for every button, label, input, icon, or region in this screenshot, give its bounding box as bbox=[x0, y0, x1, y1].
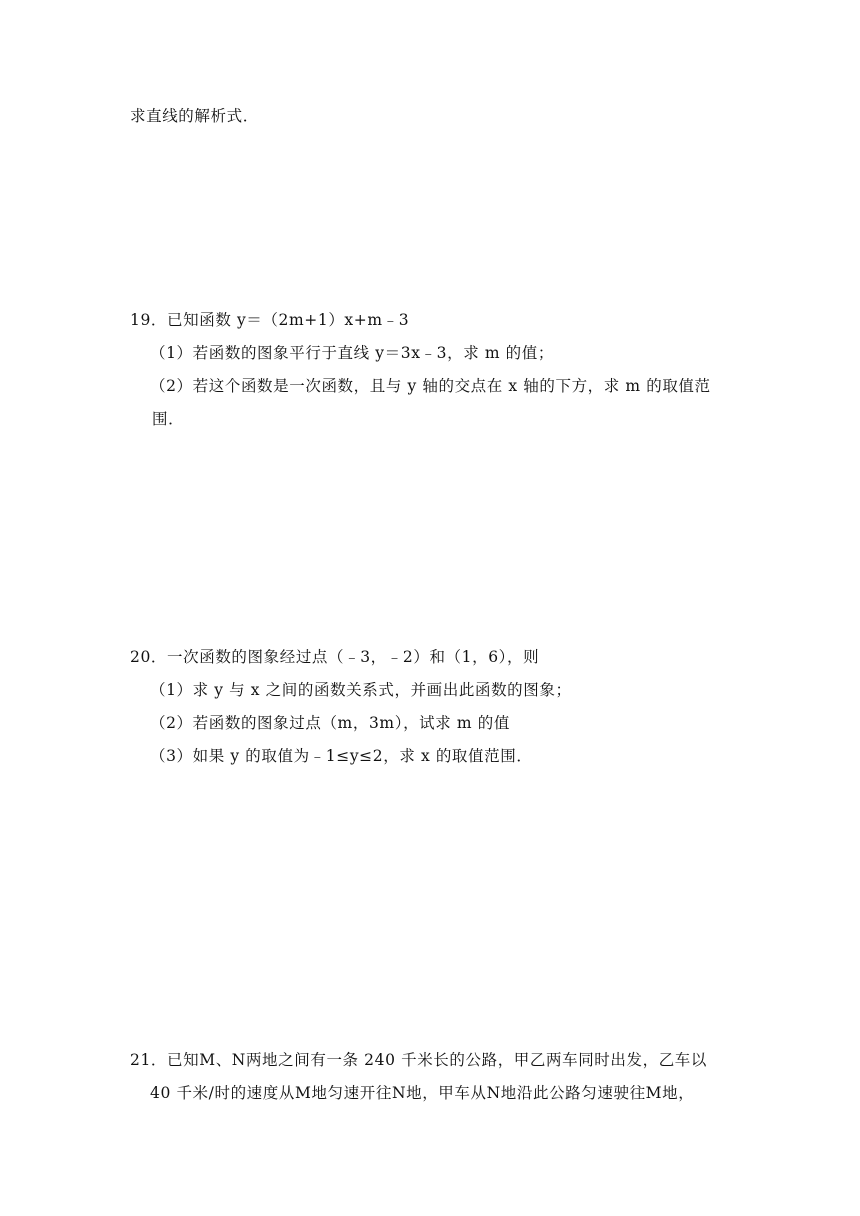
q19-part1: （1）若函数的图象平行于直线 y＝3x﹣3，求 m 的值； bbox=[150, 344, 554, 362]
q19-stem: 19．已知函数 y＝（2m+1）x+m﹣3 bbox=[130, 311, 410, 329]
q19-part2-line1: （2）若这个函数是一次函数，且与 y 轴的交点在 x 轴的下方，求 m 的取值范 bbox=[150, 377, 711, 395]
q21-line2: 40 千米/时的速度从M地匀速开往N地，甲车从N地沿此公路匀速驶往M地， bbox=[150, 1084, 695, 1102]
q20-part3: （3）如果 y 的取值为﹣1≤y≤2，求 x 的取值范围． bbox=[150, 747, 533, 765]
q19-part2-line2: 围． bbox=[152, 410, 185, 428]
intro-text: 求直线的解析式． bbox=[130, 107, 259, 125]
q21-line1: 21．已知M、N两地之间有一条 240 千米长的公路，甲乙两车同时出发，乙车以 bbox=[130, 1051, 707, 1069]
q20-stem: 20．一次函数的图象经过点（﹣3，﹣2）和（1，6），则 bbox=[130, 648, 540, 666]
q20-part2: （2）若函数的图象过点（m，3m），试求 m 的值 bbox=[150, 714, 510, 732]
q20-part1: （1）求 y 与 x 之间的函数关系式，并画出此函数的图象； bbox=[150, 681, 572, 699]
